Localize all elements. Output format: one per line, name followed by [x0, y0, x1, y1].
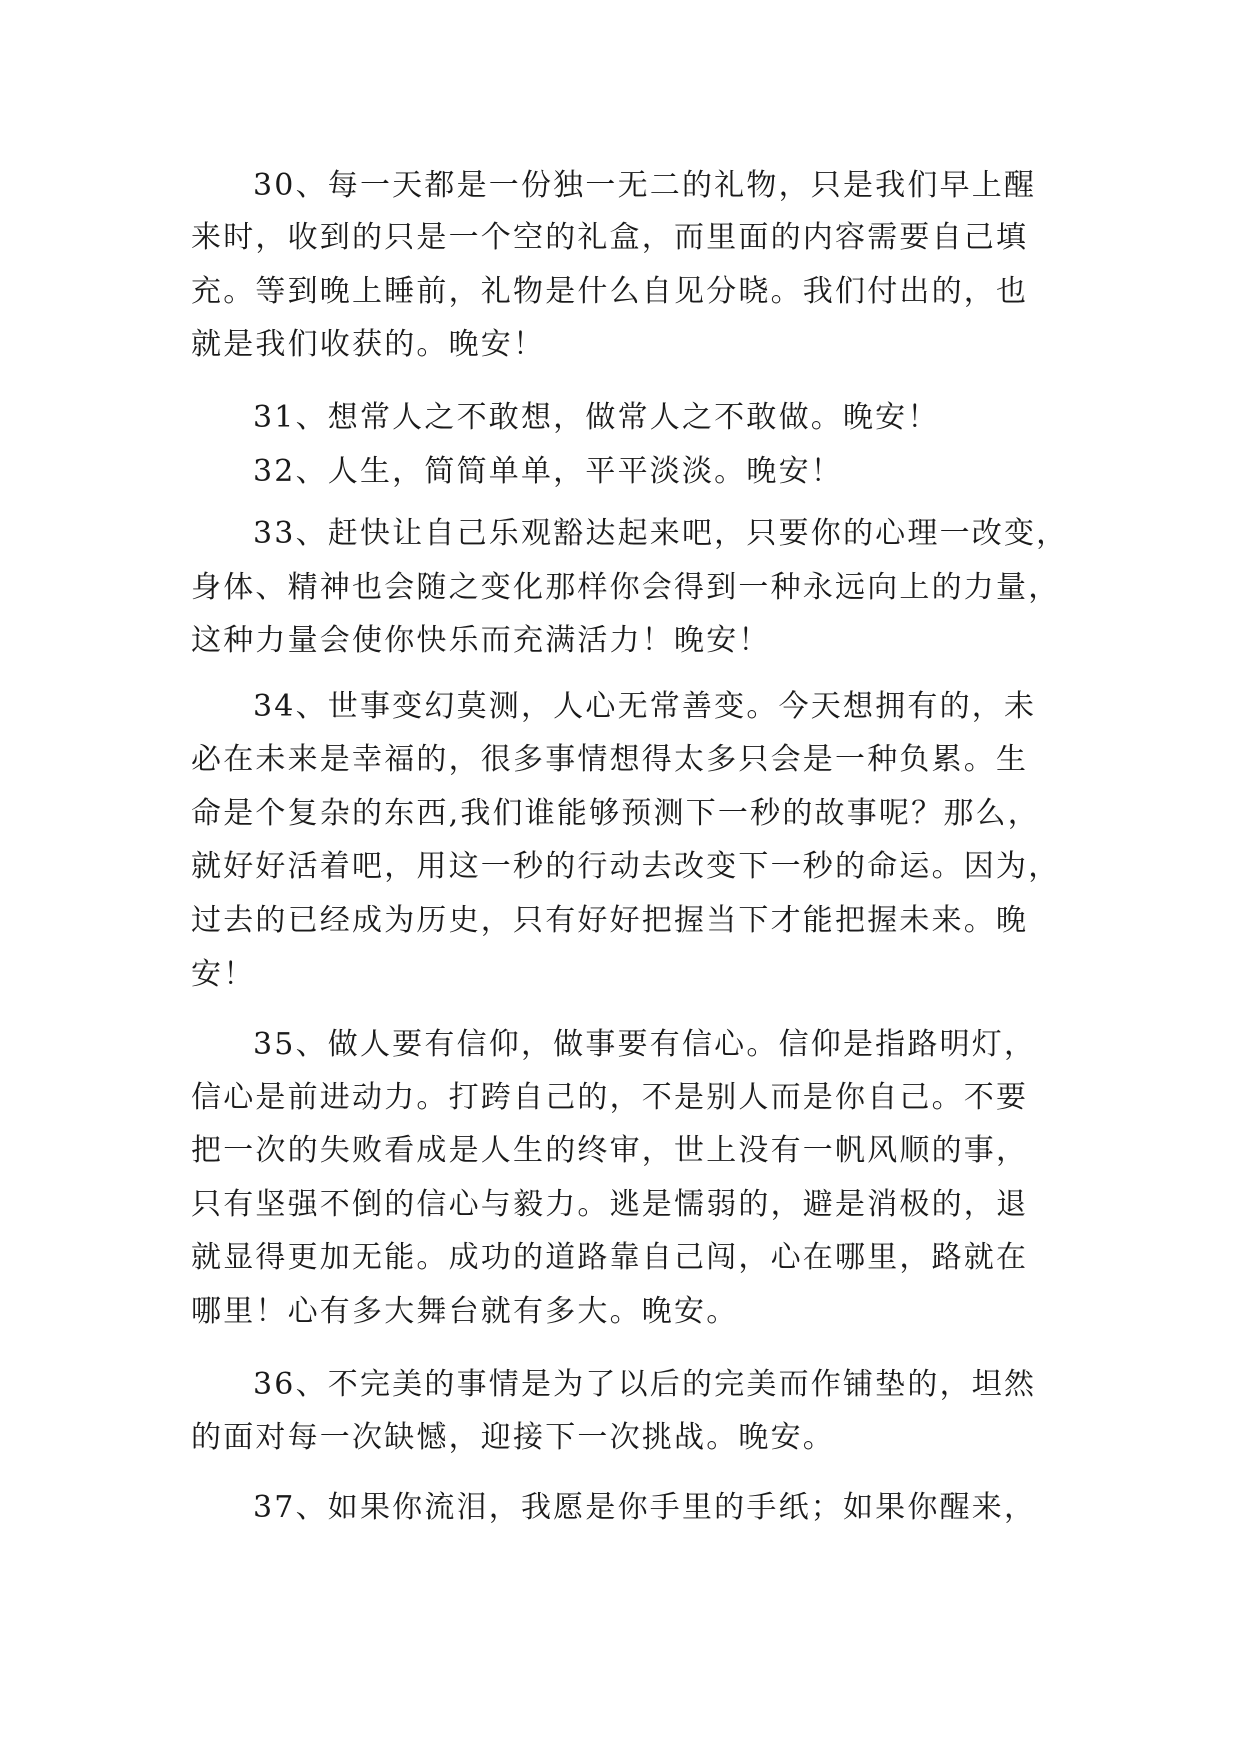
paragraph-34-line-2: 必在未来是幸福的，很多事情想得太多只会是一种负累。生 [191, 742, 1029, 777]
paragraph-34-line-3: 命是个复杂的东西,我们谁能够预测下一秒的故事呢？那么， [191, 796, 1040, 831]
paragraph-34-line-5: 过去的已经成为历史，只有好好把握当下才能把握未来。晚 [191, 903, 1029, 938]
paragraph-30-line-3: 充。等到晚上睡前，礼物是什么自见分晓。我们付出的，也 [191, 274, 1029, 309]
paragraph-32-line-1: 32、人生，简简单单，平平淡淡。晚安！ [253, 454, 843, 489]
paragraph-37-line-1: 37、如果你流泪，我愿是你手里的手纸；如果你醒来， [253, 1490, 1037, 1525]
paragraph-35-line-1: 35、做人要有信仰，做事要有信心。信仰是指路明灯， [253, 1027, 1037, 1062]
paragraph-36-line-1: 36、不完美的事情是为了以后的完美而作铺垫的，坦然 [253, 1367, 1037, 1402]
paragraph-35-line-4: 只有坚强不倒的信心与毅力。逃是懦弱的，避是消极的，退 [191, 1187, 1029, 1222]
paragraph-33-line-2: 身体、精神也会随之变化那样你会得到一种永远向上的力量， [191, 570, 1061, 605]
paragraph-36-line-2: 的面对每一次缺憾，迎接下一次挑战。晚安。 [191, 1420, 835, 1455]
paragraph-35-line-5: 就显得更加无能。成功的道路靠自己闯，心在哪里，路就在 [191, 1240, 1029, 1275]
paragraph-33-line-1: 33、赶快让自己乐观豁达起来吧，只要你的心理一改变， [253, 516, 1069, 551]
paragraph-31-line-1: 31、想常人之不敢想，做常人之不敢做。晚安！ [253, 400, 940, 435]
paragraph-30-line-1: 30、每一天都是一份独一无二的礼物，只是我们早上醒 [253, 168, 1037, 203]
paragraph-34-line-1: 34、世事变幻莫测，人心无常善变。今天想拥有的，未 [253, 689, 1037, 724]
paragraph-34-line-6: 安！ [191, 957, 256, 992]
paragraph-35-line-6: 哪里！心有多大舞台就有多大。晚安。 [191, 1294, 739, 1329]
paragraph-33-line-3: 这种力量会使你快乐而充满活力！晚安！ [191, 623, 771, 658]
paragraph-35-line-3: 把一次的失败看成是人生的终审，世上没有一帆风顺的事， [191, 1133, 1029, 1168]
paragraph-30-line-4: 就是我们收获的。晚安！ [191, 327, 546, 362]
paragraph-30-line-2: 来时，收到的只是一个空的礼盒，而里面的内容需要自己填 [191, 220, 1029, 255]
paragraph-34-line-4: 就好好活着吧，用这一秒的行动去改变下一秒的命运。因为， [191, 849, 1061, 884]
paragraph-35-line-2: 信心是前进动力。打跨自己的，不是别人而是你自己。不要 [191, 1080, 1029, 1115]
